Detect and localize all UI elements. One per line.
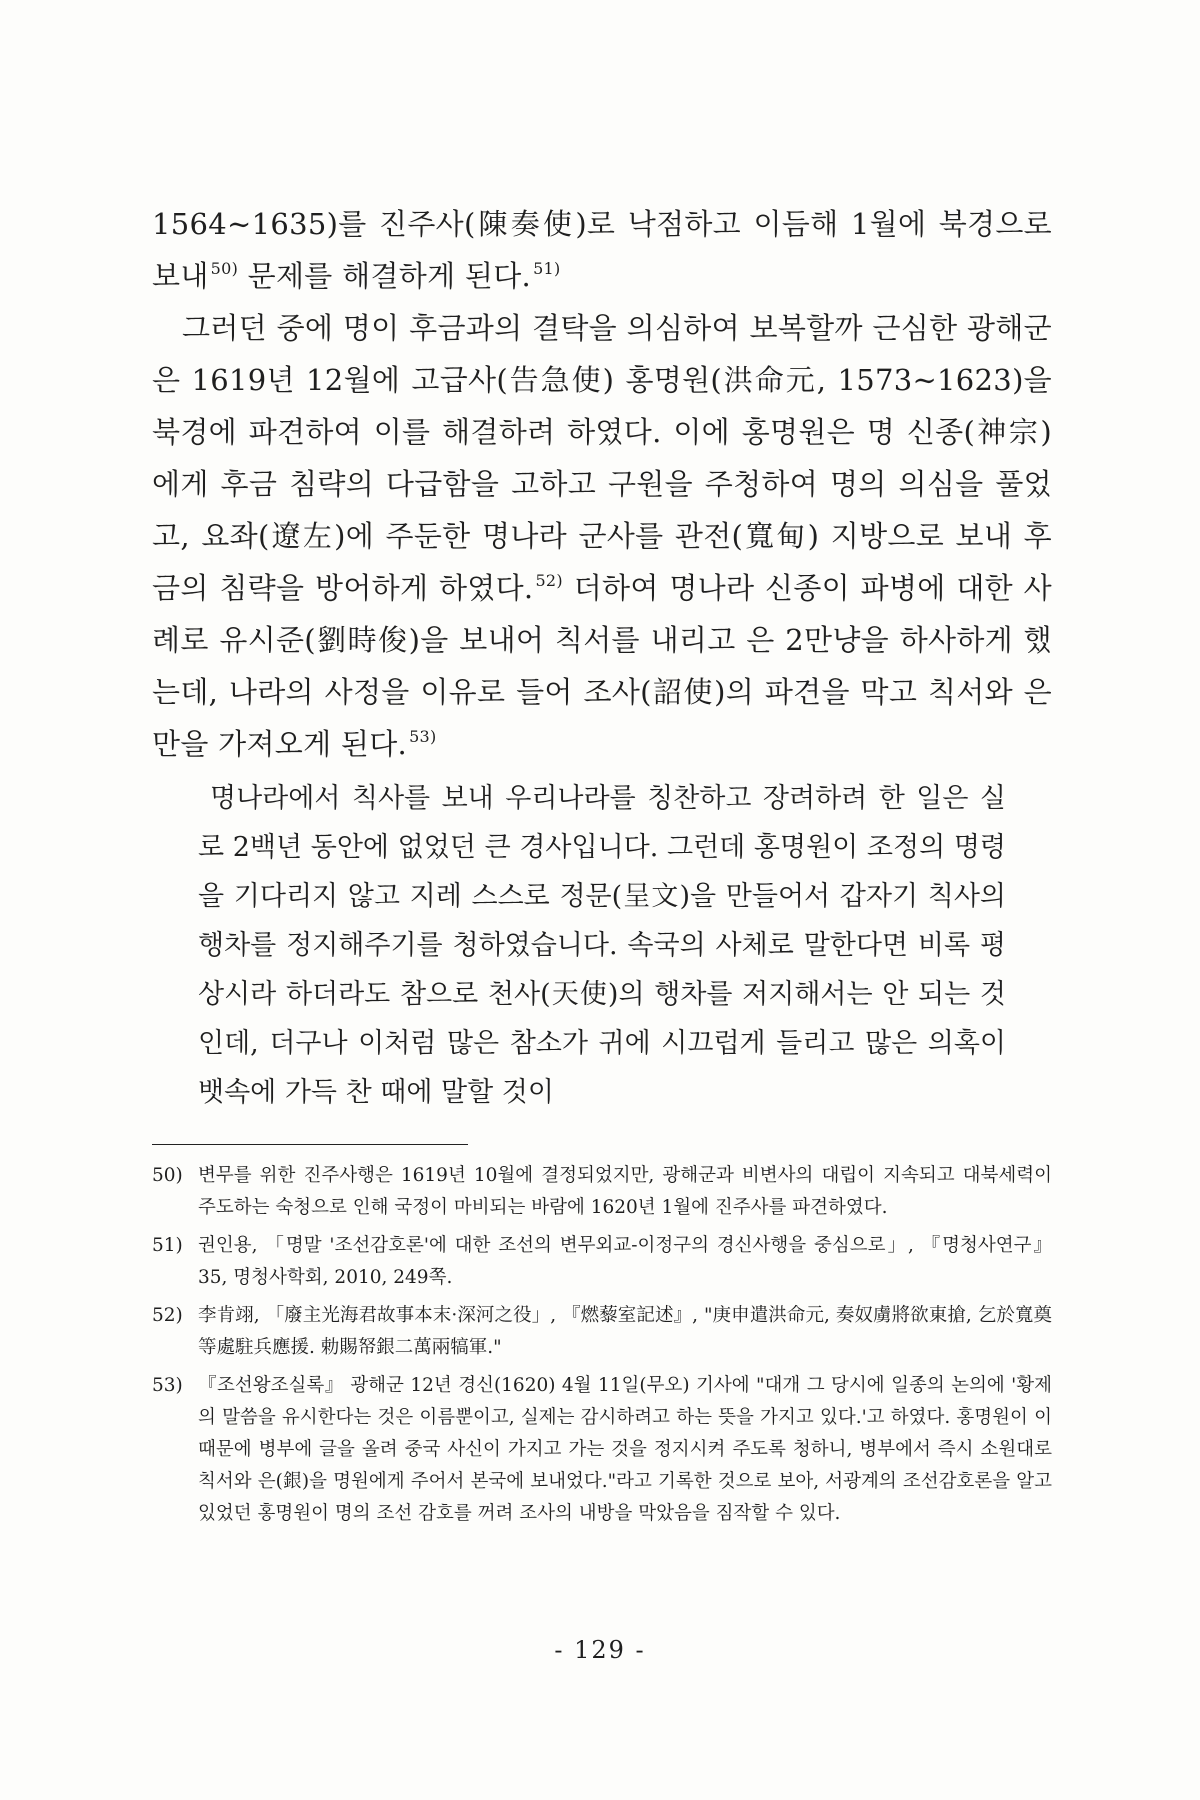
footnote-text: 변무를 위한 진주사행은 1619년 10월에 결정되었지만, 광해군과 비변사의 대립이 지속되고 대북세력이 주도하는 숙청으로 인해 국정이 마비되는 바람에 1620년 1월에 진주사를 파견하였다. [198, 1165, 1052, 1218]
block-quote [198, 774, 1006, 1117]
footnote-ref-52: 52) [535, 571, 563, 590]
footnote-number: 52) [152, 1305, 183, 1326]
footnote-ref-53: 53) [409, 727, 437, 746]
footnote-50 [152, 1160, 1052, 1224]
footnotes [152, 1160, 1052, 1536]
footnote-53 [152, 1370, 1052, 1530]
footnote-text: 李肯翊, 「廢主光海君故事本末·深河之役」, 『燃藜室記述』, "庚申遣洪命元, 奏奴虜將欲東搶, 乞於寬奠等處駐兵應援. 勅賜帑銀二萬兩犒軍." [198, 1305, 1052, 1358]
footnote-divider [152, 1144, 468, 1145]
footnote-number: 50) [152, 1165, 183, 1186]
footnote-text: 『조선왕조실록』 광해군 12년 경신(1620) 4월 11일(무오) 기사에 "대개 그 당시에 일종의 논의에 '황제의 말씀을 유시한다는 것은 이름뿐이고, 실제는 감시하려고 하는 뜻을 가지고 있다.'고 하였다. 홍명원이 이 때문에 병부에 글을 올려 중국 사신이 가지고 가는 것을 정지시켜 주도록 청하니, 병부에서 즉시 소원대로 칙서와 은(銀)을 명원에게 주어서 본국에 보내었다."라고 기록한 것으로 보아, 서광계의 조선감호론을 알고 있었던 홍명원이 명의 조선 감호를 꺼려 조사의 내방을 막았음을 짐작할 수 있다. [198, 1375, 1052, 1524]
quote-text: 명나라에서 칙사를 보내 우리나라를 칭찬하고 장려하려 한 일은 실로 2백년 동안에 없었던 큰 경사입니다. 그런데 홍명원이 조정의 명령을 기다리지 않고 지레 스스로 정문(呈文)을 만들어서 갑자기 칙사의 행차를 정지해주기를 청하였습니다. 속국의 사체로 말한다면 비록 평상시라 하더라도 참으로 천사(天使)의 행차를 저지해서는 안 되는 것인데, 더구나 이처럼 많은 참소가 귀에 시끄럽게 들리고 많은 의혹이 뱃속에 가득 찬 때에 말할 것이 [198, 783, 1006, 1108]
footnote-52 [152, 1300, 1052, 1364]
page-number: - 129 - [554, 1636, 646, 1664]
footnote-ref-51: 51) [533, 259, 561, 278]
paragraph-2: 그러던 중에 명이 후금과의 결탁을 의심하여 보복할까 근심한 광해군은 1619년 12월에 고급사(告急使) 홍명원(洪命元, 1573∼1623)을 북경에 파견하여 이를 해결하려 하였다. 이에 홍명원은 명 신종(神宗)에게 후금 침략의 다급함을 고하고 구원을 주청하여 명의 의심을 풀었고, 요좌(遼左)에 주둔한 명나라 군사를 관전(寬甸) 지방으로 보내 후금의 침략을 방어하게 하였다. $^{52)}$ 더하여 명나라 신종이 파병에 대한 사례로 유시준(劉時俊)을 보내어 칙서를 내리고 은 2만냥을 하사하게 했는데, 나라의 사정을 이유로 들어 조사(詔使)의 파견을 막고 칙서와 은만을 가져오게 된다. $^{53)}$ [152, 311, 1052, 761]
footnote-51 [152, 1230, 1052, 1294]
footnote-number: 53) [152, 1375, 183, 1396]
footnote-text: 권인용, 「명말 '조선감호론'에 대한 조선의 변무외교-이정구의 경신사행을 중심으로」, 『명청사연구』 35, 명청사학회, 2010, 249쪽. [198, 1235, 1052, 1288]
body-text [152, 198, 1052, 770]
footnote-number: 51) [152, 1235, 183, 1256]
footnote-ref-50: 50) [210, 259, 239, 278]
paragraph-1: 1564∼1635)를 진주사(陳奏使)로 낙점하고 이듬해 1월에 북경으로 보내 $^{50)}$ 문제를 해결하게 된다. $^{51)}$ [152, 207, 1052, 293]
